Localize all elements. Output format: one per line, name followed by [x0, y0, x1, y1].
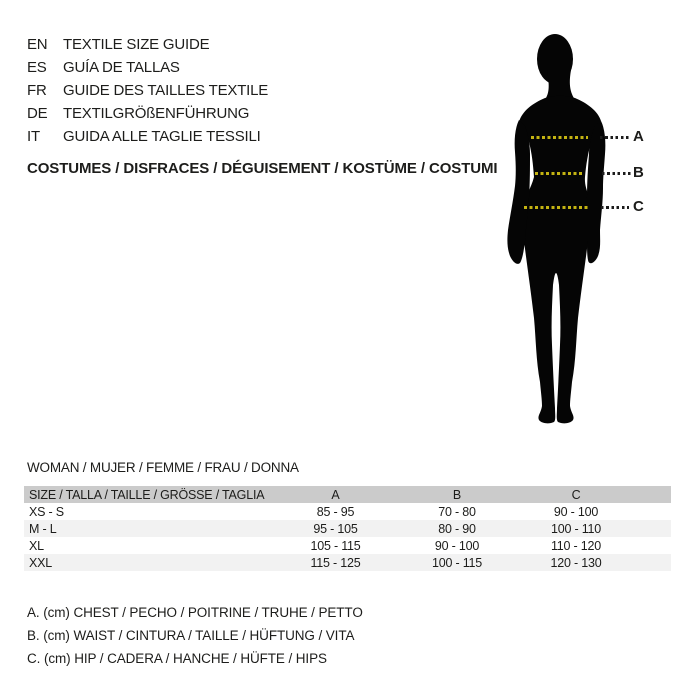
- cell-a: 115 - 125: [310, 555, 361, 570]
- language-row: [27, 79, 268, 102]
- measure-line-b-extension: [602, 172, 631, 175]
- language-label: GUIDE DES TAILLES TEXTILE: [63, 82, 269, 99]
- language-row: [27, 125, 268, 148]
- table-row: [24, 554, 671, 571]
- cell-a: 105 - 115: [310, 538, 361, 553]
- measure-label-b: B: [633, 164, 644, 181]
- cell-size: XS - S: [29, 504, 64, 519]
- language-code: ES: [27, 59, 47, 76]
- measure-line-a-extension: [600, 136, 631, 139]
- measure-line-c-extension: [601, 206, 629, 209]
- cell-spacer: [635, 537, 671, 554]
- cell-b: 90 - 100: [434, 538, 480, 553]
- language-list: [27, 33, 268, 148]
- header-cell-spacer: [635, 486, 671, 503]
- language-row: [27, 102, 268, 125]
- measure-label-c: C: [633, 198, 644, 215]
- header-cell-size: SIZE / TALLA / TAILLE / GRÖSSE / TAGLIA: [29, 487, 265, 502]
- legend-item-waist: B. (cm) WAIST / CINTURA / TAILLE / HÜFTUNG / VITA: [27, 628, 355, 643]
- header-cell-b: B: [452, 487, 462, 502]
- cell-a: 95 - 105: [313, 521, 358, 536]
- cell-c: 100 - 110: [550, 521, 602, 536]
- cell-b: 70 - 80: [438, 504, 476, 519]
- language-row: [27, 56, 268, 79]
- header-cell-a: A: [331, 487, 340, 502]
- header-cell-c: C: [571, 487, 581, 502]
- measure-line-a-body: [531, 136, 588, 139]
- measure-line-c-body: [524, 206, 590, 209]
- table-section-title: WOMAN / MUJER / FEMME / FRAU / DONNA: [27, 460, 299, 475]
- cell-c: 90 - 100: [553, 504, 599, 519]
- cell-spacer: [635, 554, 671, 571]
- cell-b: 100 - 115: [431, 555, 483, 570]
- language-label: GUIDA ALLE TAGLIE TESSILI: [63, 128, 261, 145]
- language-code: FR: [27, 82, 47, 99]
- cell-size: XL: [29, 538, 44, 553]
- language-code: DE: [27, 105, 48, 122]
- cell-spacer: [635, 503, 671, 520]
- language-label: TEXTILE SIZE GUIDE: [63, 36, 210, 53]
- cell-b: 80 - 90: [438, 521, 476, 536]
- language-code: IT: [27, 128, 40, 145]
- measure-label-a: A: [633, 128, 644, 145]
- language-code: EN: [27, 36, 48, 53]
- cell-spacer: [635, 520, 671, 537]
- silhouette-legs: [524, 241, 588, 423]
- cell-size: M - L: [29, 521, 57, 536]
- legend-item-hip: C. (cm) HIP / CADERA / HANCHE / HÜFTE / HIPS: [27, 651, 327, 666]
- table-row: [24, 520, 671, 537]
- cell-size: XXL: [29, 555, 53, 570]
- language-row: [27, 33, 268, 56]
- silhouette-shapes: [507, 34, 605, 423]
- cell-c: 120 - 130: [550, 555, 602, 570]
- table-row: [24, 537, 671, 554]
- woman-silhouette: [495, 30, 625, 430]
- measurement-legend: [27, 601, 363, 670]
- measure-line-b-body: [535, 172, 584, 175]
- table-header-row: [24, 486, 671, 503]
- cell-c: 110 - 120: [550, 538, 602, 553]
- table-row: [24, 503, 671, 520]
- language-label: TEXTILGRÖßENFÜHRUNG: [63, 105, 250, 122]
- legend-item-chest: A. (cm) CHEST / PECHO / POITRINE / TRUHE / PETTO: [27, 605, 363, 620]
- cell-a: 85 - 95: [316, 504, 355, 519]
- language-label: GUÍA DE TALLAS: [63, 59, 180, 76]
- size-table: [24, 486, 671, 571]
- category-title: COSTUMES / DISFRACES / DÉGUISEMENT / KOSTÜME / COSTUMI: [27, 160, 498, 177]
